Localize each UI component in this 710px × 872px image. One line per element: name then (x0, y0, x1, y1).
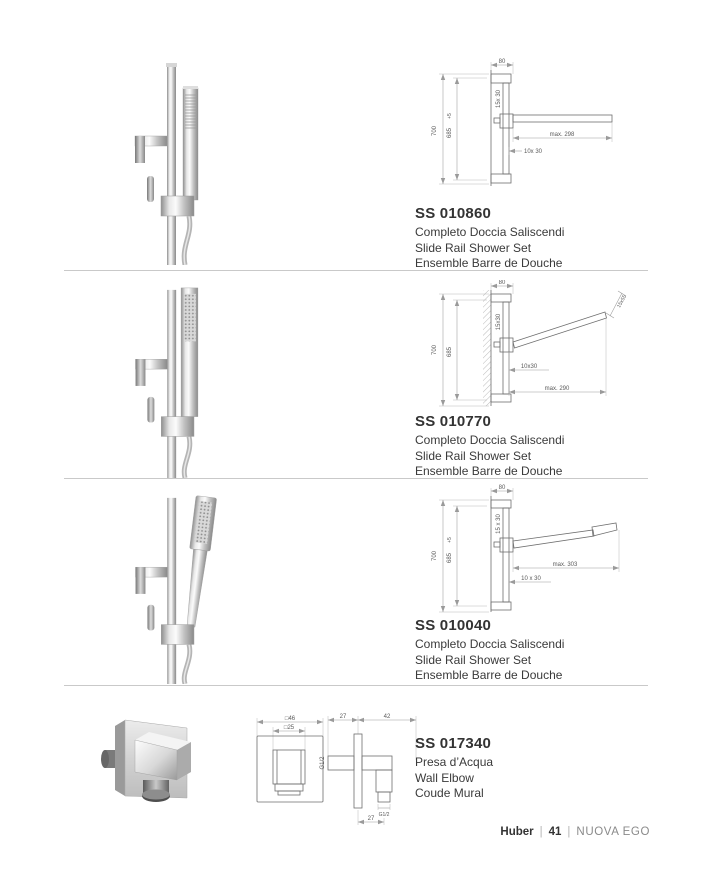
product-photo-wall-elbow (85, 708, 220, 818)
product-code: SS 010770 (415, 413, 492, 430)
shower-rail-photo-shapes (136, 496, 217, 684)
product-desc-it: Completo Doccia Saliscendi (415, 225, 565, 239)
dimension-label: □25 (283, 725, 295, 731)
dimension-label: 700 (432, 550, 438, 562)
dimension-label: 10x 30 (524, 149, 543, 155)
product-desc-it: Presa d’Acqua (415, 755, 494, 769)
product-desc-en: Slide Rail Shower Set (415, 652, 532, 667)
product-desc-fr: Ensemble Barre de Douche (415, 668, 563, 683)
product-code: SS 017340 (415, 735, 492, 752)
product-desc-en: Slide Rail Shower Set (415, 240, 532, 255)
dimension-label: 15x 30 (496, 89, 502, 109)
footer-brand: Huber (500, 826, 534, 838)
dimension-label: 80 (498, 485, 506, 491)
tolerance-label: +5 (447, 537, 453, 543)
dimension-label: max. 290 (544, 386, 570, 392)
footer-page-number: 41 (548, 826, 562, 838)
footer-divider: | (567, 826, 571, 838)
dimension-label: 685 (447, 552, 453, 564)
shower-rail-photo-shapes (136, 288, 198, 478)
product-info-ss010770 (415, 413, 635, 480)
dimension-label: 15 x 30 (496, 514, 502, 534)
dimension-label: □46 (284, 716, 296, 722)
product-code: SS 010860 (415, 205, 492, 222)
dimension-label: 10 x 30 (521, 576, 541, 582)
dimension-label: 685 (447, 346, 453, 358)
product-desc-fr: Coude Mural (415, 786, 484, 801)
dimension-label: 15x30 (496, 313, 502, 331)
product-info-ss010040 (415, 617, 635, 684)
dimension-label: 15x55 (616, 294, 628, 309)
technical-drawing-ss010860 (425, 58, 640, 198)
section-divider-3 (64, 685, 648, 686)
tolerance-label: +5 (447, 113, 453, 119)
technical-drawing-ss010040 (425, 484, 640, 619)
dimension-label: 27 (367, 816, 375, 822)
dimension-label: max. 298 (549, 132, 575, 138)
product-desc-en: Slide Rail Shower Set (415, 448, 532, 463)
footer-divider: | (539, 826, 543, 838)
product-section-1 (0, 40, 710, 270)
technical-drawing-ss017340-side (318, 710, 428, 828)
shower-rail-photo-shapes (135, 63, 198, 265)
dimension-label: 10x30 (520, 364, 538, 370)
product-desc-it: Completo Doccia Saliscendi (415, 433, 565, 447)
dimension-label: max. 303 (552, 562, 578, 568)
product-photo-slide-rail-shower-set-2 (105, 280, 275, 478)
dimension-label: 685 (447, 127, 453, 139)
section-divider-1 (64, 270, 648, 271)
product-code: SS 010040 (415, 617, 492, 634)
wall-elbow-photo-shapes (101, 720, 191, 802)
product-section-3 (0, 482, 710, 685)
dimension-label: 80 (498, 280, 506, 286)
product-section-2 (0, 276, 710, 479)
section-divider-2 (64, 478, 648, 479)
product-info-ss010860 (415, 205, 635, 272)
product-info-ss017340 (415, 735, 635, 802)
dimension-label: 700 (432, 344, 438, 356)
page-footer (64, 826, 650, 838)
dimension-label: G1/2 (320, 756, 326, 770)
product-desc-it: Completo Doccia Saliscendi (415, 637, 565, 651)
footer-series-name: NUOVA EGO (576, 826, 650, 838)
product-photo-slide-rail-shower-set-1 (105, 50, 275, 265)
dimension-label: 700 (432, 125, 438, 137)
product-desc-fr: Ensemble Barre de Douche (415, 256, 563, 271)
product-desc-fr: Ensemble Barre de Douche (415, 464, 563, 479)
product-desc-en: Wall Elbow (415, 770, 474, 785)
product-photo-slide-rail-shower-set-3 (105, 486, 275, 684)
dimension-label: 80 (498, 59, 506, 65)
dimension-label: 42 (383, 714, 391, 720)
dimension-label: 27 (339, 714, 347, 720)
product-section-4 (0, 700, 710, 825)
dimension-label: G1/2 (378, 812, 390, 818)
technical-drawing-ss010770 (425, 280, 640, 415)
